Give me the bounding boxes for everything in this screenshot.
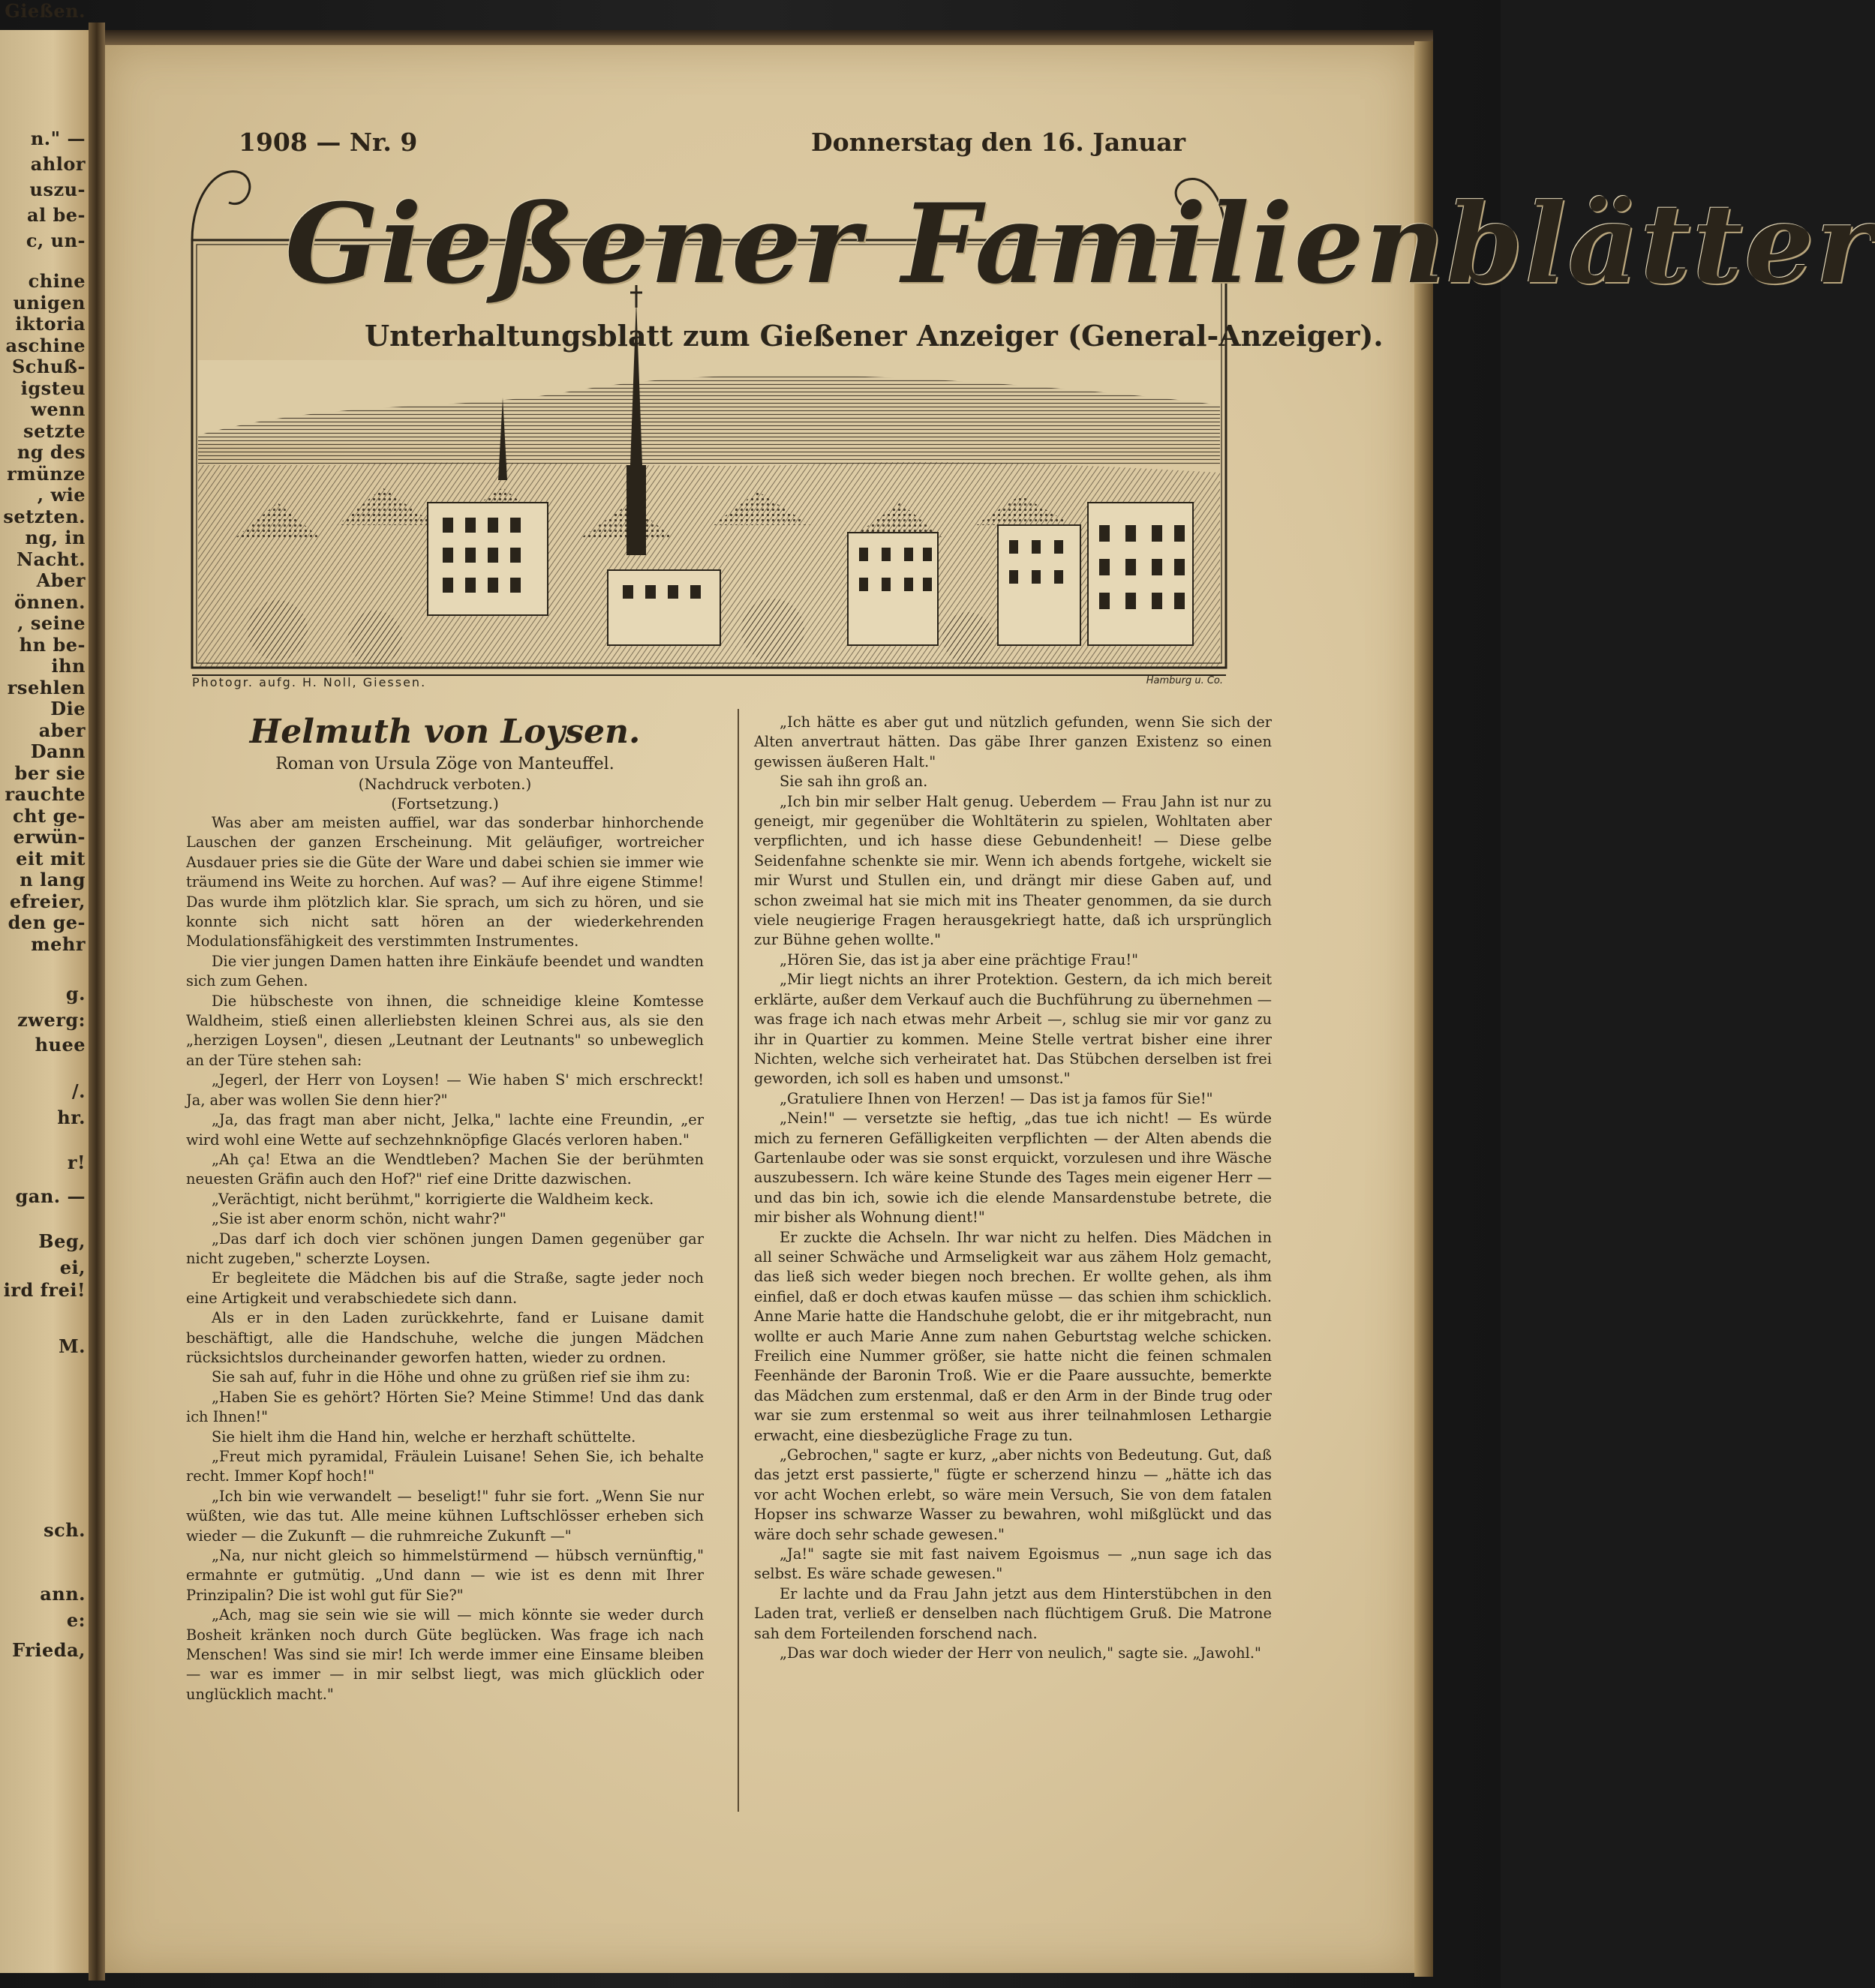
article-paragraph: Sie sah auf, fuhr in die Höhe und ohne zu grüßen rief sie ihm zu: — [212, 1368, 691, 1386]
left-page-fragment: , seine — [17, 612, 86, 634]
left-page-fragment: M. — [59, 1335, 86, 1357]
article-byline: Roman von Ursula Zöge von Manteuffel. — [275, 755, 614, 773]
left-page-fragment: ann. — [40, 1583, 86, 1605]
left-page-fragment: rauchte — [5, 783, 86, 805]
left-page-fragment: Die — [50, 698, 86, 719]
article-title: Helmuth von Loysen. — [249, 713, 641, 751]
left-page-fragment: gan. — — [15, 1185, 86, 1207]
left-column-text — [186, 813, 704, 1704]
article-paragraph: Was aber am meisten auffiel, war das sonderbar hinhorchende Lauschen der ganzen Erscheinung. Mit geläufiger, wortreicher Ausdauer pries sie die Güte der Ware und dabei schien sie immer wie träumend ins Weite zu horchen. Auf was? — Auf ihre eigene Stimme! Das wurde ihm plötzlich klar. Sie sprach, um sich zu hören, und sie konnte sich nicht satt hören an der wiederkehrenden Modulationsfähigkeit des verstimmten Instrumentes. — [186, 814, 704, 950]
article-column-left — [186, 713, 704, 1704]
left-page-fragment: ei, — [59, 1257, 86, 1278]
left-page-fragment: ng, in — [25, 527, 86, 548]
left-page-fragment: Frieda, — [12, 1639, 86, 1661]
left-page-fragment: rsehlen — [7, 676, 86, 698]
article-paragraph: „Ich bin wie verwandelt — beseligt!" fuhr sie fort. „Wenn Sie nur wüßten, wie das tut. Alle meine kühnen Luftschlösser erheben sich wieder — die Zukunft — die ruhmreiche Zukunft —" — [186, 1487, 704, 1545]
article-paragraph: „Ich bin mir selber Halt genug. Ueberdem — Frau Jahn ist nur zu geneigt, mir gegenüber die Wohltäterin zu spielen, Wohltaten aber verpflichten, und ich hasse diese Gebundenheit! — Diese gelbe Seidenfahne schenkte sie mir. Wenn ich abends fortgehe, wickelt sie mir Wurst und Stullen ein, und drängt mir diese Gaben auf, und schon zweimal hat sie mich mit ins Theater genommen, da sie durch viele neugierige Fragen herausgekriegt hatte, daß ich ursprünglich zur Bühne gehen wollte." — [754, 792, 1272, 949]
left-page-fragment: efreier, — [9, 890, 86, 912]
left-page-fragment: uszu- — [29, 179, 86, 200]
left-page-fragment: aschine — [5, 334, 86, 356]
page-right-edge — [1414, 41, 1433, 1977]
article-paragraph: „Haben Sie es gehört? Hörten Sie? Meine Stimme! Und das dank ich Ihnen!" — [186, 1388, 704, 1426]
left-page-fragment: wenn — [31, 398, 86, 420]
left-page-fragment: eit mit — [16, 847, 86, 869]
right-column-text — [754, 713, 1272, 1664]
left-page-fragment: ird frei! — [3, 1279, 86, 1301]
left-page-fragment: r! — [67, 1152, 86, 1173]
left-page-fragment: al be- — [26, 204, 86, 226]
left-page-fragment: unigen — [13, 291, 86, 314]
left-page-fragment: e: — [66, 1609, 86, 1631]
article-paragraph: „Ja, das fragt man aber nicht, Jelka," lachte eine Freundin, „er wird wohl eine Wette auf sechzehnknöpfige Glacés verloren haben." — [186, 1111, 704, 1149]
left-page-fragment: rmünze — [7, 462, 86, 485]
article-paragraph: Die hübscheste von ihnen, die schneidige kleine Komtesse Waldheim, stieß einen allerliebsten kleinen Schrei aus, als sie den „herzigen Loysen", diesen „Leutnant der Leutnants" so unbeweglich an der Türe stehen sah: — [186, 992, 704, 1069]
article-paragraph: Als er in den Laden zurückkehrte, fand er Luisane damit beschäftigt, alle die Handschuhe, welche die jungen Mädchen rücksichtslos durcheinander geworfen hatten, wieder zu ordnen. — [186, 1309, 704, 1366]
left-page-fragment: c, un- — [26, 230, 86, 251]
article-paragraph: „Verächtigt, nicht berühmt," korrigierte die Waldheim keck. — [212, 1190, 654, 1208]
left-page-fragment: aber — [38, 719, 86, 741]
masthead-subtitle: Unterhaltungsblatt zum Gießener Anzeiger (General-Anzeiger). — [365, 319, 1384, 353]
masthead — [188, 150, 1875, 690]
left-page-fragment: Aber — [36, 569, 86, 591]
left-page-fragment: , wie — [37, 484, 86, 506]
page-top-edge — [105, 30, 1433, 47]
article-paragraph: „Gebrochen," sagte er kurz, „aber nichts von Bedeutung. Gut, daß das jetzt erst passierte," fügte er scherzend hinzu — „hätte ich das vor acht Wochen erlebt, so wäre mein Versuch, Sie von dem fatalen Hopser ins schwarze Wasser zu bewahren, wohl mißglückt und das wäre doch sehr schade gewesen." — [754, 1446, 1272, 1543]
left-page-fragment: n." — — [30, 128, 86, 149]
column-divider — [738, 709, 739, 1812]
photo-credit: Photogr. aufg. H. Noll, Giessen. — [192, 675, 427, 689]
left-page-fragment: Dann — [30, 740, 86, 762]
left-page-fragment: erwün- — [13, 826, 86, 848]
left-page-fragment: ahlor — [30, 153, 86, 175]
article-paragraph: „Das war doch wieder der Herr von neulich," sagte sie. „Jawohl." — [780, 1644, 1261, 1662]
article-paragraph: „Sie ist aber enorm schön, nicht wahr?" — [212, 1210, 506, 1228]
article-column-right — [754, 713, 1272, 1664]
article-paragraph: „Hören Sie, das ist ja aber eine prächtige Frau!" — [780, 950, 1139, 968]
left-page-fragment: setzte — [23, 419, 86, 442]
article-paragraph: „Ah ça! Etwa an die Wendtleben? Machen Sie der berühmten neuesten Gräfin auch den Hof?" rief eine Dritte dazwischen. — [186, 1150, 704, 1188]
reprint-notice: (Nachdruck verboten.) — [358, 775, 532, 793]
left-page-fragment: iktoria — [15, 313, 86, 335]
article-paragraph: „Ja!" sagte sie mit fast naivem Egoismus — „nun sage ich das selbst. Es wäre schade gewesen." — [754, 1545, 1272, 1583]
left-page-fragment: ber sie — [14, 761, 86, 784]
left-page-fragment: hn be- — [19, 633, 86, 656]
article-paragraph: „Das darf ich doch vier schönen jungen Damen gegenüber gar nicht zugeben," scherzte Loysen. — [186, 1230, 704, 1267]
left-page-fragment: cht ge- — [12, 804, 86, 827]
left-page-fragment: mehr — [31, 932, 86, 955]
left-page-fragment: chine — [28, 270, 86, 292]
left-page-fragment: Schuß- — [11, 356, 86, 377]
article-paragraph: „Ach, mag sie sein wie sie will — mich könnte sie weder durch Bosheit kränken noch durch Güte beglücken. Was frage ich nach Menschen! Was sind sie mir! Ich werde immer eine Einsame bleiben — war es immer — in mir selbst liegt, was mich glücklich oder unglücklich macht." — [186, 1606, 704, 1703]
left-facing-page — [0, 0, 89, 1973]
masthead-title: Gießener Familienblätter — [285, 180, 1875, 308]
continuation-note: (Fortsetzung.) — [391, 794, 499, 812]
left-page-fragment: g. — [65, 983, 86, 1005]
left-page-fragment: ihn — [51, 655, 86, 677]
issue-date: Donnerstag den 16. Januar — [811, 128, 1185, 157]
article-paragraph: Er zuckte die Achseln. Ihr war nicht zu helfen. Dies Mädchen in all seiner Schwäche und Armseligkeit war aus zähem Holz gemacht, das ließ sich weder biegen noch brechen. Er wollte gehen, als ihm einfiel, daß er doch etwas kaufen müsse — das schien ihm schicklich. Anne Marie hatte die Handschuhe gelobt, die er ihr mitgebracht, nun wollte er auch Marie Anne zum nahen Geburtstag welche schicken. Freilich eine Nummer größer, sie hatte nicht die feinen schmalen Feenhände der Baronin Troß. Wie er die Paare aussuchte, bemerkte das Mädchen zum erstenmal, daß er den Arm in der Binde trug oder war sie zum erstenmal so weit aus ihrer teilnahmlosen Lethargie erwacht, eine diesbezügliche Frage zu tun. — [754, 1228, 1272, 1444]
left-page-fragment: zwerg: — [17, 1009, 86, 1031]
left-page-fragment: Nacht. — [17, 548, 86, 570]
left-page-fragment: sch. — [44, 1519, 86, 1541]
article-paragraph: „Nein!" — versetzte sie heftig, „das tue ich nicht! — Es würde mich zu ferneren Gefälligkeiten verpflichten — der Alten abends die Gartenlaube oder was sie sonst erquickt, vorzulesen und ihre Wäsche auszubessern. Ich wäre keine Stunde des Tages mein eigener Herr — und das bin ich, sowie ich die elende Mansardenstube betrete, die mir bisher als Wohnung dient!" — [754, 1110, 1272, 1227]
engraver-credit: Hamburg u. Co. — [1146, 675, 1223, 686]
left-page-fragment: n lang — [20, 869, 86, 890]
left-page-fragment: igsteu — [20, 377, 86, 399]
left-page-fragment: önnen. — [14, 590, 86, 613]
book-binding — [89, 23, 105, 1980]
article-paragraph: „Freut mich pyramidal, Fräulein Luisane! Sehen Sie, ich behalte recht. Immer Kopf hoch!" — [186, 1448, 704, 1485]
left-page-fragment: /. — [71, 1080, 86, 1102]
article-paragraph: „Mir liegt nichts an ihrer Protektion. Gestern, da ich mich bereit erklärte, außer dem Verkauf auch die Buchführung zu übernehmen — was frage ich nach etwas mehr Arbeit —, schlug sie mir vor ganz zu ihr in Quartier zu kommen. Meine Stelle vertrat bisher eine ihrer Nichten, welche sich verheiratet hat. Das Stübchen derselben ist frei geworden, ich soll es haben und umsonst." — [754, 971, 1272, 1088]
article-paragraph: „Ich hätte es aber gut und nützlich gefunden, wenn Sie sich der Alten anvertraut hätten. Das gäbe Ihrer ganzen Existenz so einen gewissen äußeren Halt." — [754, 713, 1272, 770]
article-paragraph: „Gratuliere Ihnen von Herzen! — Das ist ja famos für Sie!" — [780, 1089, 1213, 1107]
left-page-fragment: Gießen. — [5, 0, 86, 22]
article-paragraph: „Jegerl, der Herr von Loysen! — Wie haben S' mich erschreckt! Ja, aber was wollen Sie denn hier?" — [186, 1071, 704, 1109]
left-page-fragment: ng des — [17, 441, 86, 463]
article-paragraph: „Na, nur nicht gleich so himmelstürmend — hübsch vernünftig," ermahnte er gutmütig. „Und dann — wie ist es denn mit Ihrer Prinzipalin? Die ist wohl gut für Sie?" — [186, 1547, 704, 1604]
left-page-fragment: hr. — [57, 1107, 86, 1128]
left-page-fragment: setzten. — [3, 505, 86, 527]
left-page-fragment: den ge- — [8, 911, 86, 933]
article-paragraph: Die vier jungen Damen hatten ihre Einkäufe beendet und wandten sich zum Gehen. — [186, 952, 704, 990]
article-paragraph: Sie hielt ihm die Hand hin, welche er herzhaft schüttelte. — [212, 1428, 636, 1446]
article-paragraph: Sie sah ihn groß an. — [780, 773, 928, 791]
left-page-fragment: Beg, — [38, 1230, 86, 1252]
article-paragraph: Er begleitete die Mädchen bis auf die Straße, sagte jeder noch eine Artigkeit und verabschiedete sich dann. — [186, 1269, 704, 1307]
left-page-fragment: huee — [35, 1034, 86, 1056]
issue-number: 1908 — Nr. 9 — [239, 128, 418, 157]
article-paragraph: Er lachte und da Frau Jahn jetzt aus dem Hinterstübchen in den Laden trat, verließ er denselben nach flüchtigem Gruß. Die Matrone sah dem Forteilenden forschend nach. — [754, 1584, 1272, 1642]
